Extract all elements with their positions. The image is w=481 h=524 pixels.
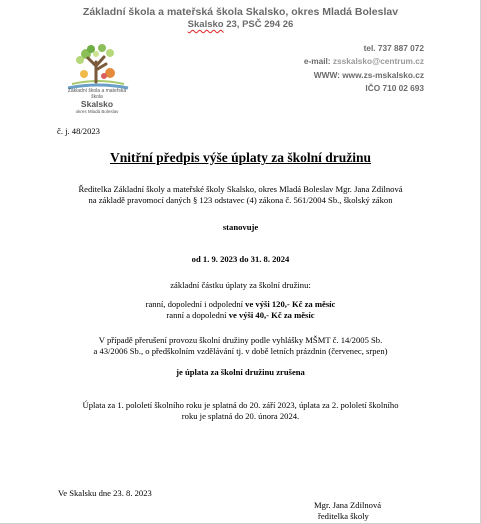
logo-line-3: okres Mladá Boleslav (75, 109, 119, 114)
intro-line-1: Ředitelka Základní školy a mateřské školy Skalsko, okres Mladá Boleslav Mgr. Jana Zdilnová (78, 184, 403, 194)
logo-line-1: Základní škola a mateřská škola (67, 88, 127, 100)
email-label: e-mail: (303, 56, 333, 67)
contact-email (304, 55, 424, 68)
school-name-header: Základní škola a mateřská škola Skalsko, okres Mladá Boleslav (82, 6, 399, 18)
www-label: WWW: (313, 69, 343, 80)
email-link[interactable]: zsskalsko@centrum.cz (332, 56, 424, 67)
contact-block (304, 42, 424, 95)
address-place: Skalsko (187, 19, 224, 30)
www-link[interactable]: www.zs-mskalsko.cz (342, 69, 424, 80)
interruption-line-2: a 43/2006 Sb., o předškolním vzdělávání tj. v době letních prázdnin (červenec, srpen) (93, 346, 388, 356)
contact-ico: IČO 710 02 693 (365, 82, 424, 93)
place-and-date: Ve Skalsku dne 23. 8. 2023 (58, 488, 152, 498)
fee-line-2-amount: ve výši 40,- Kč za měsíc (228, 310, 315, 320)
fee-line-2-text: ranní a dopolední (166, 310, 229, 320)
fee-line-1-text: ranní, dopolední i odpolední (145, 299, 246, 309)
base-amount-label: základní částku úplaty za školní družinu: (170, 280, 311, 290)
period: od 1. 9. 2023 do 31. 8. 2024 (191, 254, 290, 264)
logo-line-2: Skalsko (80, 99, 114, 109)
logo-caption (62, 88, 132, 115)
contact-www (304, 69, 424, 82)
document-title: Vnitřní předpis výše úplaty za školní družinu (109, 150, 372, 165)
fee-line-1 (0, 299, 481, 310)
school-address-header (0, 19, 481, 30)
payment-line-2: roku je splatná do 20. února 2024. (181, 411, 300, 421)
signature-role: ředitelka školy (318, 511, 369, 521)
cancelled-statement: je úplata za školní družinu zrušena (176, 367, 305, 377)
signature-block (314, 500, 381, 522)
address-rest: 23, PSČ 294 26 (223, 19, 294, 30)
intro-line-2: na základě pravomocí daných § 123 odstavec (4) zákona č. 561/2004 Sb., školský zákon (88, 195, 393, 205)
reference-number: č. j. 48/2023 (57, 126, 100, 136)
fee-line-2 (0, 310, 481, 321)
contact-phone: tel. 737 887 072 (363, 43, 424, 53)
fee-line-1-amount: ve výši 120,- Kč za měsíc (245, 299, 336, 309)
interruption-line-1: V případě přerušení provozu školní družiny podle vyhlášky MŠMT č. 14/2005 Sb. (98, 335, 383, 345)
signature-name: Mgr. Jana Zdilnová (314, 500, 382, 510)
payment-line-1: Úplata za 1. pololetí školního roku je splatná do 20. září 2023, úplata za 2. pololetí školního (82, 400, 399, 410)
decides-label: stanovuje (222, 222, 259, 232)
